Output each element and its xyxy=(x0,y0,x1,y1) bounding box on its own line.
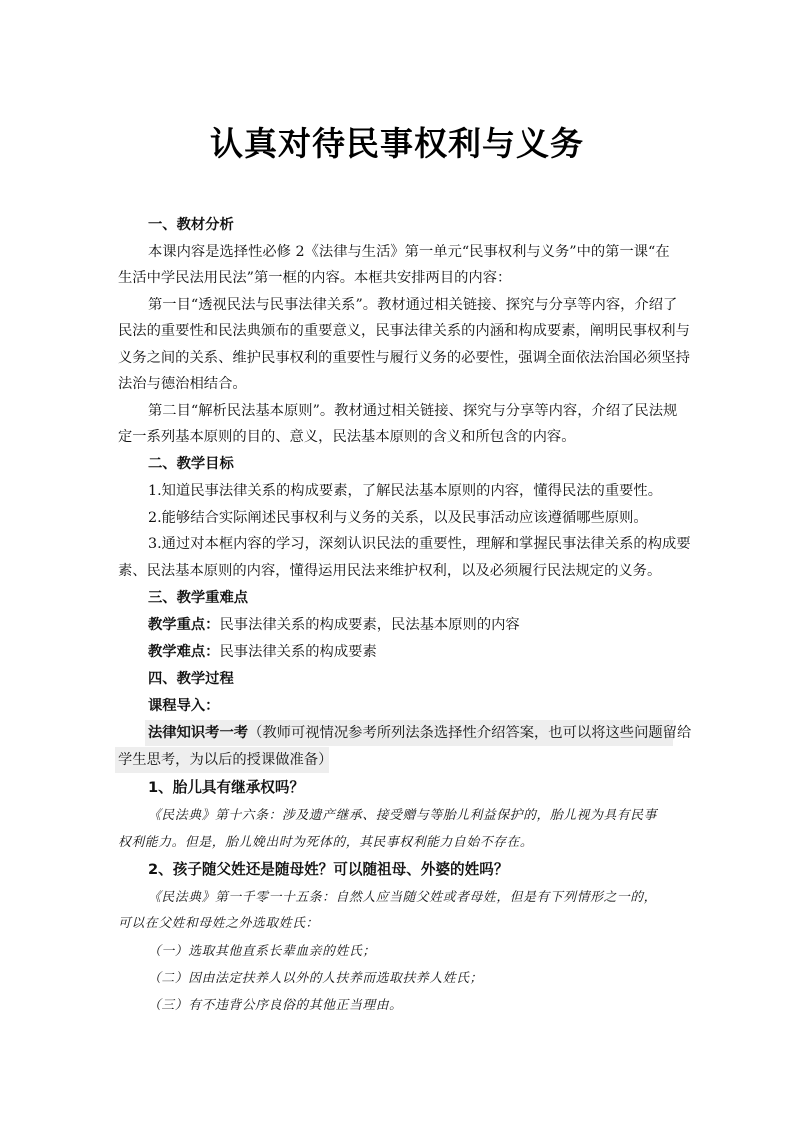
law-quote-line: 可以在父姓和母姓之外选取姓氏： xyxy=(118,916,319,931)
body-text-line: 素、民法基本原则的内容，懂得运用民法来维护权利，以及必须履行民法规定的义务。 xyxy=(118,563,662,579)
body-text-line: 第一目“透视民法与民事法律关系”。教材通过相关链接、探究与分享等内容，介绍了 xyxy=(148,297,678,313)
body-text-line: 1.知道民事法律关系的构成要素，了解民法基本原则的内容，懂得民法的重要性。 xyxy=(148,483,663,499)
line-text: （教师可视情况参考所列法条选择性介绍答案，也可以将这些问题留给 xyxy=(248,725,692,741)
section-heading: 三、教学重难点 xyxy=(148,590,249,606)
question-line: 1、胎儿具有继承权吗？ xyxy=(148,779,305,796)
body-text-line xyxy=(148,642,377,662)
body-text-line xyxy=(148,723,691,743)
document-title: 认真对待民事权利与义务 xyxy=(210,124,584,163)
question-line: 2、孩子随父姓还是随母姓？可以随祖母、外婆的姓吗？ xyxy=(148,861,509,878)
line-text: 民事法律关系的构成要素 xyxy=(219,644,377,660)
subheading: 课程导入： xyxy=(148,698,220,714)
body-text-line: 2.能够结合实际阐述民事权利与义务的关系，以及民事活动应该遵循哪些原则。 xyxy=(148,510,648,526)
line-label: 教学难点： xyxy=(148,644,220,660)
body-text-line xyxy=(148,615,520,635)
body-text-line: 学生思考，为以后的授课做准备） xyxy=(118,752,333,768)
body-text-line: 生活中学民法用民法”第一框的内容。本框共安排两目的内容： xyxy=(118,270,512,286)
law-quote-line: 《民法典》第一千零一十五条：自然人应当随父姓或者母姓，但是有下列情形之一的， xyxy=(148,890,658,905)
body-text-line: 3.通过对本框内容的学习，深刻认识民法的重要性，理解和掌握民事法律关系的构成要 xyxy=(148,536,691,552)
law-quote-line: 《民法典》第十六条：涉及遗产继承、接受赠与等胎儿利益保护的，胎儿视为具有民事 xyxy=(148,808,658,823)
law-quote-line: （一）选取其他直系长辈血亲的姓氏； xyxy=(148,944,376,959)
section-heading: 一、教材分析 xyxy=(148,217,234,233)
body-text-line: 第二目“解析民法基本原则”。教材通过相关链接、探究与分享等内容，介绍了民法规 xyxy=(148,403,678,419)
body-text-line: 民法的重要性和民法典颁布的重要意义，民事法律关系的内涵和构成要素，阐明民事权利与 xyxy=(118,323,690,339)
line-label: 法律知识考一考 xyxy=(148,725,249,741)
line-label: 教学重点： xyxy=(148,617,220,633)
body-text-line: 定一系列基本原则的目的、意义，民法基本原则的含义和所包含的内容。 xyxy=(118,429,576,445)
law-quote-line: （三）有不违背公序良俗的其他正当理由。 xyxy=(148,998,403,1013)
section-heading: 四、教学过程 xyxy=(148,671,234,687)
body-text-line: 义务之间的关系、维护民事权利的重要性与履行义务的必要性，强调全面依法治国必须坚持 xyxy=(118,350,690,366)
law-quote-line: （二）因由法定扶养人以外的人扶养而选取扶养人姓氏； xyxy=(148,971,483,986)
section-heading: 二、教学目标 xyxy=(148,456,234,472)
line-text: 民事法律关系的构成要素，民法基本原则的内容 xyxy=(219,617,520,633)
law-quote-line: 权利能力。但是，胎儿娩出时为死体的，其民事权利能力自始不存在。 xyxy=(118,835,534,850)
body-text-line: 本课内容是选择性必修 2《法律与生活》第一单元“民事权利与义务”中的第一课“在 xyxy=(148,244,670,260)
body-text-line: 法治与德治相结合。 xyxy=(118,376,247,392)
